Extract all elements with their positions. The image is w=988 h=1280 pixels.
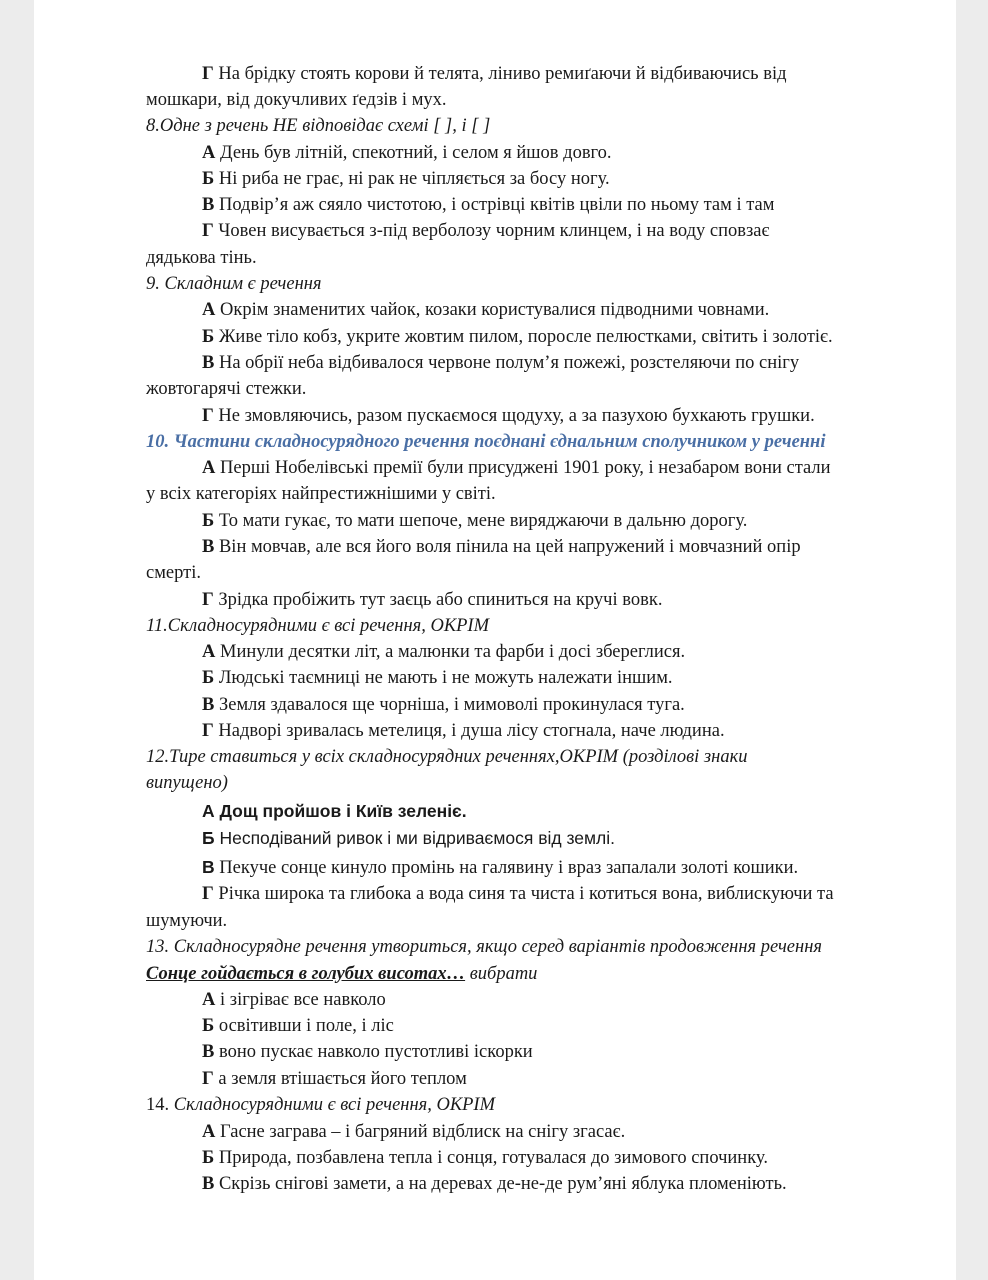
option-line: В Він мовчав, але вся його воля пінила на цей напружений і мовчазний опір [202,537,801,557]
option-line: Б Несподіваний ривок і ми відриваємося від землі. [202,828,616,848]
option-line: Б освітивши і поле, і ліс [202,1016,394,1036]
option-line: Б Природа, позбавлена тепла і сонця, готувалася до зимового спочинку. [202,1148,768,1168]
option-line: А День був літній, спекотний, і селом я йшов довго. [202,143,612,163]
option-line: Б Ні риба не грає, ні рак не чіпляється за босу ногу. [202,169,610,189]
option-line: А Окрім знаменитих чайок, козаки користувалися підводними човнами. [202,300,770,320]
text-line: дядькова тінь. [146,248,257,268]
question-14: 14. Складносурядними є всі речення, ОКРІМ [146,1095,495,1115]
option-line: В Пекуче сонце кинуло промінь на галявину і враз запалали золоті кошики. [202,857,799,878]
option-line: А Гасне заграва – і багряний відблиск на снігу згасає. [202,1122,626,1142]
option-line: Б То мати гукає, то мати шепоче, мене виряджаючи в дальню дорогу. [202,511,748,531]
option-line: Г На брідку стоять корови й телята, ліниво ремиґаючи й відбиваючись від [202,64,787,84]
text-line: шумуючи. [146,911,228,931]
question-10: 10. Частини складносурядного речення поєднані єднальним сполучником у реченні [146,432,826,452]
option-line: В Земля здавалося ще чорніша, і мимоволі прокинулася туга. [202,695,685,715]
option-line: Б Людські таємниці не мають і не можуть належати іншим. [202,668,673,688]
option-line: В Скрізь снігові замети, а на деревах де-не-де рум’яні яблука пломеніють. [202,1174,787,1194]
question-11: 11.Складносурядними є всі речення, ОКРІМ [146,616,489,636]
question-13: 13. Складносурядне речення утвориться, якщо серед варіантів продовження речення [146,937,822,957]
document-page [34,0,956,1280]
option-line: Г а земля втішається його теплом [202,1069,467,1089]
option-line: В Подвір’я аж сяяло чистотою, і острівці квітів цвіли по ньому там і там [202,195,775,215]
question-8: 8.Одне з речень НЕ відповідає схемі [ ], і [ ] [146,116,491,136]
text-line: мошкари, від докучливих ґедзів і мух. [146,90,447,110]
option-line: А Перші Нобелівські премії були присуджені 1901 року, і незабаром вони стали [202,458,831,478]
option-line: В На обрії неба відбивалося червоне полум’я пожежі, розстеляючи по снігу [202,353,800,373]
text-line: у всіх категоріях найпрестижнішими у світі. [146,484,496,504]
option-line: Г Надворі зривалась метелиця, і душа лісу стогнала, наче людина. [202,721,725,741]
option-line: Г Зрідка пробіжить тут заєць або спиниться на кручі вовк. [202,590,663,610]
option-line: Г Човен висувається з-під верболозу чорним клинцем, і на воду сповзає [202,221,770,241]
text-line: випущено) [146,773,228,793]
option-line: А і зігріває все навколо [202,990,386,1010]
text-line: смерті. [146,563,201,583]
option-line: Б Живе тіло кобз, укрите жовтим пилом, поросле пелюстками, світить і золотіє. [202,327,833,347]
option-line: В воно пускає навколо пустотливі іскорки [202,1042,533,1062]
option-line: А Дощ пройшов і Київ зеленіє. [202,801,467,821]
option-line: Г Не змовляючись, разом пускаємося щодуху, а за пазухою бухкають грушки. [202,406,815,426]
question-12: 12.Тире ставиться у всіх складносурядних реченнях,ОКРІМ (розділові знаки [146,747,748,767]
text-line: жовтогарячі стежки. [146,379,307,399]
text-line: Сонце гойдається в голубих висотах… вибрати [146,964,538,984]
option-line: Г Річка широка та глибока а вода синя та чиста і котиться вона, виблискуючи та [202,884,834,904]
option-line: А Минули десятки літ, а малюнки та фарби і досі збереглися. [202,642,686,662]
question-9: 9. Складним є речення [146,274,322,294]
